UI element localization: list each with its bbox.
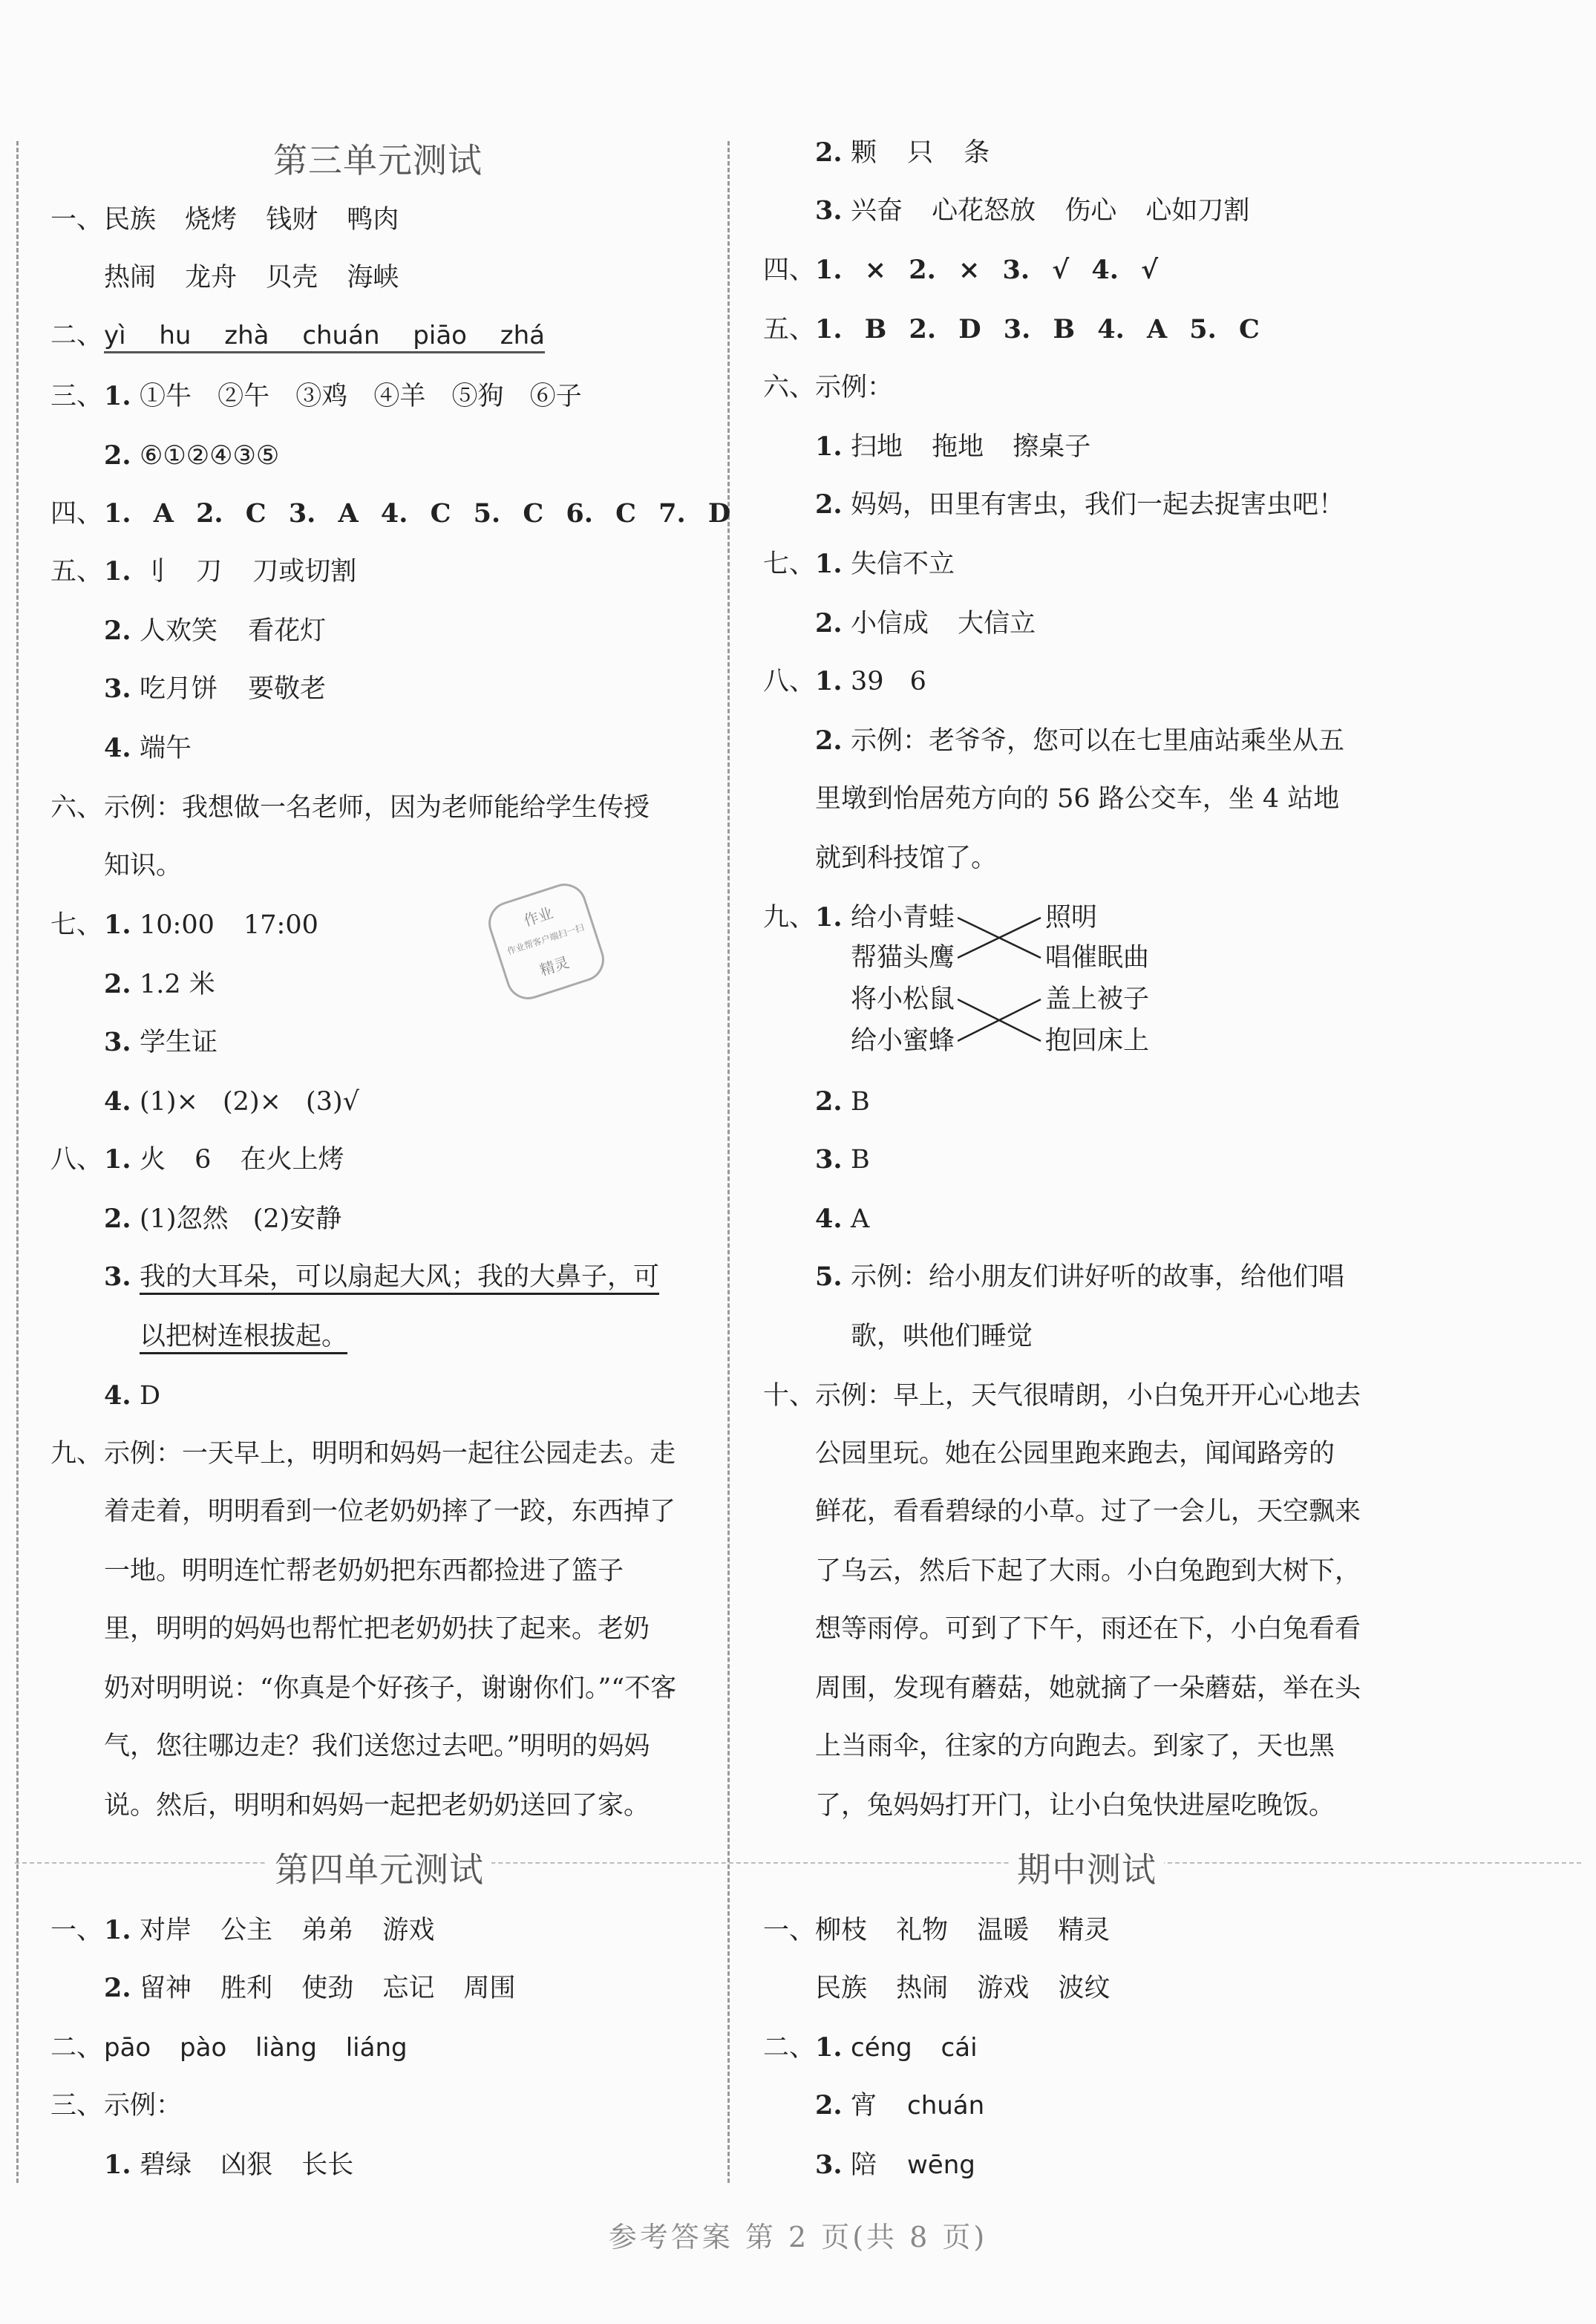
q6-line2: 知识。: [104, 851, 183, 881]
q5-3-num: 3.: [104, 673, 131, 704]
q3-1-num: 1.: [104, 381, 131, 411]
m-q2-3-num: 3.: [815, 2150, 843, 2180]
q9-line: 奶对明明说：“你真是个好孩子，谢谢你们。”“不客: [104, 1674, 677, 1703]
u4-q1-1: 对岸 公主 弟弟 游戏: [140, 1916, 435, 1945]
r-q9-5-num: 5.: [815, 1261, 843, 1292]
r-q10-line: 公园里玩。她在公园里跑来跑去，闻闻路旁的: [815, 1439, 1335, 1469]
q8-4-num: 4.: [104, 1380, 131, 1411]
q2-pinyin: yì hu zhà chuán piāo zhá: [104, 321, 546, 350]
m-q2-3-pinyin: wēng: [907, 2150, 975, 2180]
q9-line: 示例：一天早上，明明和妈妈一起往公园走去。走: [104, 1439, 676, 1469]
r-3-num: 3.: [815, 195, 843, 226]
r-q10-line: 鲜花，看看碧绿的小草。过了一会儿，天空飘来: [815, 1497, 1361, 1527]
m-q2-2-char: 宵: [851, 2091, 877, 2121]
r-q10-line: 想等雨停。可到了下午，雨还在下，小白兔看看: [815, 1614, 1361, 1644]
q9-line: 说。然后，明明和妈妈一起把老奶奶送回了家。: [104, 1791, 650, 1821]
r-q9-4: A: [851, 1204, 870, 1234]
q8-2-num: 2.: [104, 1204, 131, 1234]
r-q6-2-num: 2.: [815, 489, 843, 520]
r-q8-label: 八、: [763, 667, 816, 696]
q3-label: 三、: [50, 382, 103, 411]
q6-label: 六、: [50, 793, 103, 823]
u4-q2: pāo pào liàng liáng: [104, 2033, 408, 2063]
m-q2-label: 二、: [763, 2033, 816, 2063]
match-left-item: 帮猫头鹰: [851, 943, 955, 973]
match-left-item: 给小蜜蜂: [851, 1026, 955, 1056]
r-2-num: 2.: [815, 137, 843, 168]
q7-3-num: 3.: [104, 1027, 131, 1057]
m-q2-2-num: 2.: [815, 2090, 843, 2121]
q8-2: (1)忽然 (2)安静: [140, 1204, 342, 1234]
column-divider: [16, 141, 19, 2183]
match-right-item: 唱催眠曲: [1045, 943, 1150, 973]
r-q8-1: 39 6: [851, 667, 926, 696]
q6-line1: 示例：我想做一名老师，因为老师能给学生传授: [104, 793, 650, 823]
stamp-bot: 精灵: [537, 953, 572, 979]
q7-3: 学生证: [140, 1028, 218, 1057]
q5-4-num: 4.: [104, 733, 131, 763]
r-q7-2-num: 2.: [815, 608, 843, 639]
match-right-item: 照明: [1045, 903, 1098, 933]
r-q8-1-num: 1.: [815, 666, 843, 696]
q7-2: 1.2 米: [140, 970, 215, 999]
stamp-mid: 作业帮客户端扫一扫: [506, 921, 586, 957]
q5-1: 刂 刀 刀或切割: [140, 557, 357, 587]
q7-4-num: 4.: [104, 1086, 131, 1117]
q3-2-num: 2.: [104, 440, 131, 471]
u4-q1-1-num: 1.: [104, 1915, 131, 1945]
m-q1-row1: 柳枝 礼物 温暖 精灵: [815, 1916, 1111, 1945]
r-q9-3: B: [851, 1145, 870, 1175]
unit3-title: 第三单元测试: [273, 140, 483, 180]
q7-1: 10:00 17:00: [140, 910, 318, 940]
r-q6-1: 扫地 拖地 擦桌子: [851, 432, 1091, 462]
q5-1-num: 1.: [104, 556, 131, 587]
u4-q3-1-num: 1.: [104, 2150, 131, 2180]
match-right-item: 抱回床上: [1045, 1026, 1150, 1056]
r-2: 颗 只 条: [851, 138, 990, 168]
q8-3-num: 3.: [104, 1261, 131, 1292]
q1-row1: 民族 烧烤 钱财 鸭肉: [104, 205, 399, 235]
q8-3-line1: 我的大耳朵，可以扇起大风；我的大鼻子，可: [140, 1262, 660, 1292]
r-q7-1: 失信不立: [851, 549, 955, 579]
r-q9-3-num: 3.: [815, 1144, 843, 1175]
section-divider: [15, 1862, 1581, 1864]
midterm-title: 期中测试: [1010, 1843, 1164, 1892]
r-q8-2-line2: 里墩到怡居苑方向的 56 路公交车，坐 4 站地: [815, 784, 1340, 814]
q5-4: 端午: [140, 734, 192, 763]
column-divider: [727, 141, 730, 2183]
q8-1: 火 6 在火上烤: [140, 1145, 344, 1175]
q5-2-num: 2.: [104, 616, 131, 646]
q9-line: 气，您往哪边走？我们送您过去吧。”明明的妈妈: [104, 1731, 650, 1761]
q7-2-num: 2.: [104, 969, 131, 999]
m-q2-3-char: 陪: [851, 2150, 877, 2180]
r-q7-2: 小信成 大信立: [851, 609, 1036, 639]
q5-label: 五、: [50, 557, 103, 587]
r-q8-2-line1: 示例：老爷爷，您可以在七里庙站乘坐从五: [851, 726, 1345, 756]
r-q10-line: 周围，发现有蘑菇，她就摘了一朵蘑菇，举在头: [815, 1674, 1361, 1703]
m-q2-2-pinyin: chuán: [907, 2091, 985, 2121]
r-q7-1-num: 1.: [815, 549, 843, 579]
u4-q2-label: 二、: [50, 2033, 103, 2063]
q8-3-line2: 以把树连根拔起。: [140, 1322, 348, 1351]
r-q5: 1. B 2. D 3. B 4. A 5. C: [815, 314, 1260, 345]
r-q8-2-line3: 就到科技馆了。: [815, 843, 998, 873]
r-q5-label: 五、: [763, 315, 816, 345]
m-q2-1-num: 1.: [815, 2032, 843, 2063]
r-q4: 1. × 2. × 3. √ 4. √: [815, 255, 1159, 285]
r-q9-5-line2: 歌，哄他们睡觉: [851, 1322, 1033, 1351]
q5-2: 人欢笑 看花灯: [140, 616, 327, 646]
m-q1-label: 一、: [763, 1916, 816, 1945]
q7-label: 七、: [50, 910, 103, 940]
r-q9-2: B: [851, 1087, 870, 1117]
q9-line: 里，明明的妈妈也帮忙把老奶奶扶了起来。老奶: [104, 1614, 650, 1644]
r-q7-label: 七、: [763, 549, 816, 579]
u4-q1-2: 留神 胜利 使劲 忘记 周围: [140, 1974, 516, 2003]
q8-4: D: [140, 1381, 161, 1411]
r-q4-label: 四、: [763, 255, 816, 285]
page-footer: 参考答案 第 2 页(共 8 页): [608, 2221, 988, 2253]
u4-q3-1: 碧绿 凶狠 长长: [140, 2150, 354, 2180]
stamp-top: 作业: [521, 904, 555, 930]
r-q10-line: 示例：早上，天气很晴朗，小白兔开开心心地去: [815, 1381, 1361, 1411]
u4-q1-label: 一、: [50, 1916, 103, 1945]
r-q9-2-num: 2.: [815, 1086, 843, 1117]
r-q9-1-num: 1.: [815, 902, 843, 933]
q5-3: 吃月饼 要敬老: [140, 674, 327, 704]
r-q8-2-num: 2.: [815, 725, 843, 756]
r-q6: 示例：: [815, 373, 894, 402]
r-3: 兴奋 心花怒放 伤心 心如刀割: [851, 196, 1250, 226]
q9-label: 九、: [50, 1439, 103, 1469]
r-q9-label: 九、: [763, 903, 816, 933]
r-q10-label: 十、: [763, 1381, 816, 1411]
q2-label: 二、: [50, 321, 103, 350]
watermark-stamp: [483, 878, 609, 1005]
match-left-item: 将小松鼠: [851, 985, 955, 1014]
r-q6-2: 妈妈，田里有害虫，我们一起去捉害虫吧！: [851, 490, 1345, 520]
q1-row2: 热闹 龙舟 贝壳 海峡: [104, 263, 399, 293]
q8-label: 八、: [50, 1145, 103, 1175]
q3-1: ①牛 ②午 ③鸡 ④羊 ⑤狗 ⑥子: [140, 382, 582, 411]
m-q2-1: céng cái: [851, 2033, 978, 2063]
r-q6-label: 六、: [763, 373, 816, 402]
q8-1-num: 1.: [104, 1144, 131, 1175]
match-left-item: 给小青蛙: [851, 903, 955, 933]
q9-line: 一地。明明连忙帮老奶奶把东西都捡进了篮子: [104, 1556, 624, 1586]
q3-2: ⑥①②④③⑤: [140, 441, 280, 471]
q9-line: 着走着，明明看到一位老奶奶摔了一跤，东西掉了: [104, 1497, 676, 1527]
r-q9-5-line1: 示例：给小朋友们讲好听的故事，给他们唱: [851, 1262, 1345, 1292]
u4-q3: 示例：: [104, 2091, 183, 2121]
q7-1-num: 1.: [104, 910, 131, 940]
u4-q1-2-num: 2.: [104, 1973, 131, 2003]
u4-q3-label: 三、: [50, 2091, 103, 2121]
q1-label: 一、: [50, 205, 103, 235]
q4-label: 四、: [50, 499, 103, 529]
match-right-item: 盖上被子: [1045, 985, 1150, 1014]
q4-answers: 1. A 2. C 3. A 4. C 5. C 6. C 7. D: [104, 498, 731, 529]
q7-4: (1)× (2)× (3)√: [140, 1087, 359, 1117]
r-q9-4-num: 4.: [815, 1204, 843, 1234]
r-q10-line: 了乌云，然后下起了大雨。小白兔跑到大树下，: [815, 1556, 1361, 1586]
unit4-title: 第四单元测试: [267, 1843, 491, 1892]
r-q6-1-num: 1.: [815, 431, 843, 462]
r-q10-line: 了，兔妈妈打开门，让小白兔快进屋吃晚饭。: [815, 1791, 1335, 1821]
m-q1-row2: 民族 热闹 游戏 波纹: [815, 1974, 1111, 2003]
r-q10-line: 上当雨伞，往家的方向跑去。到家了，天也黑: [815, 1731, 1335, 1761]
matching-lines: [958, 898, 1047, 1069]
